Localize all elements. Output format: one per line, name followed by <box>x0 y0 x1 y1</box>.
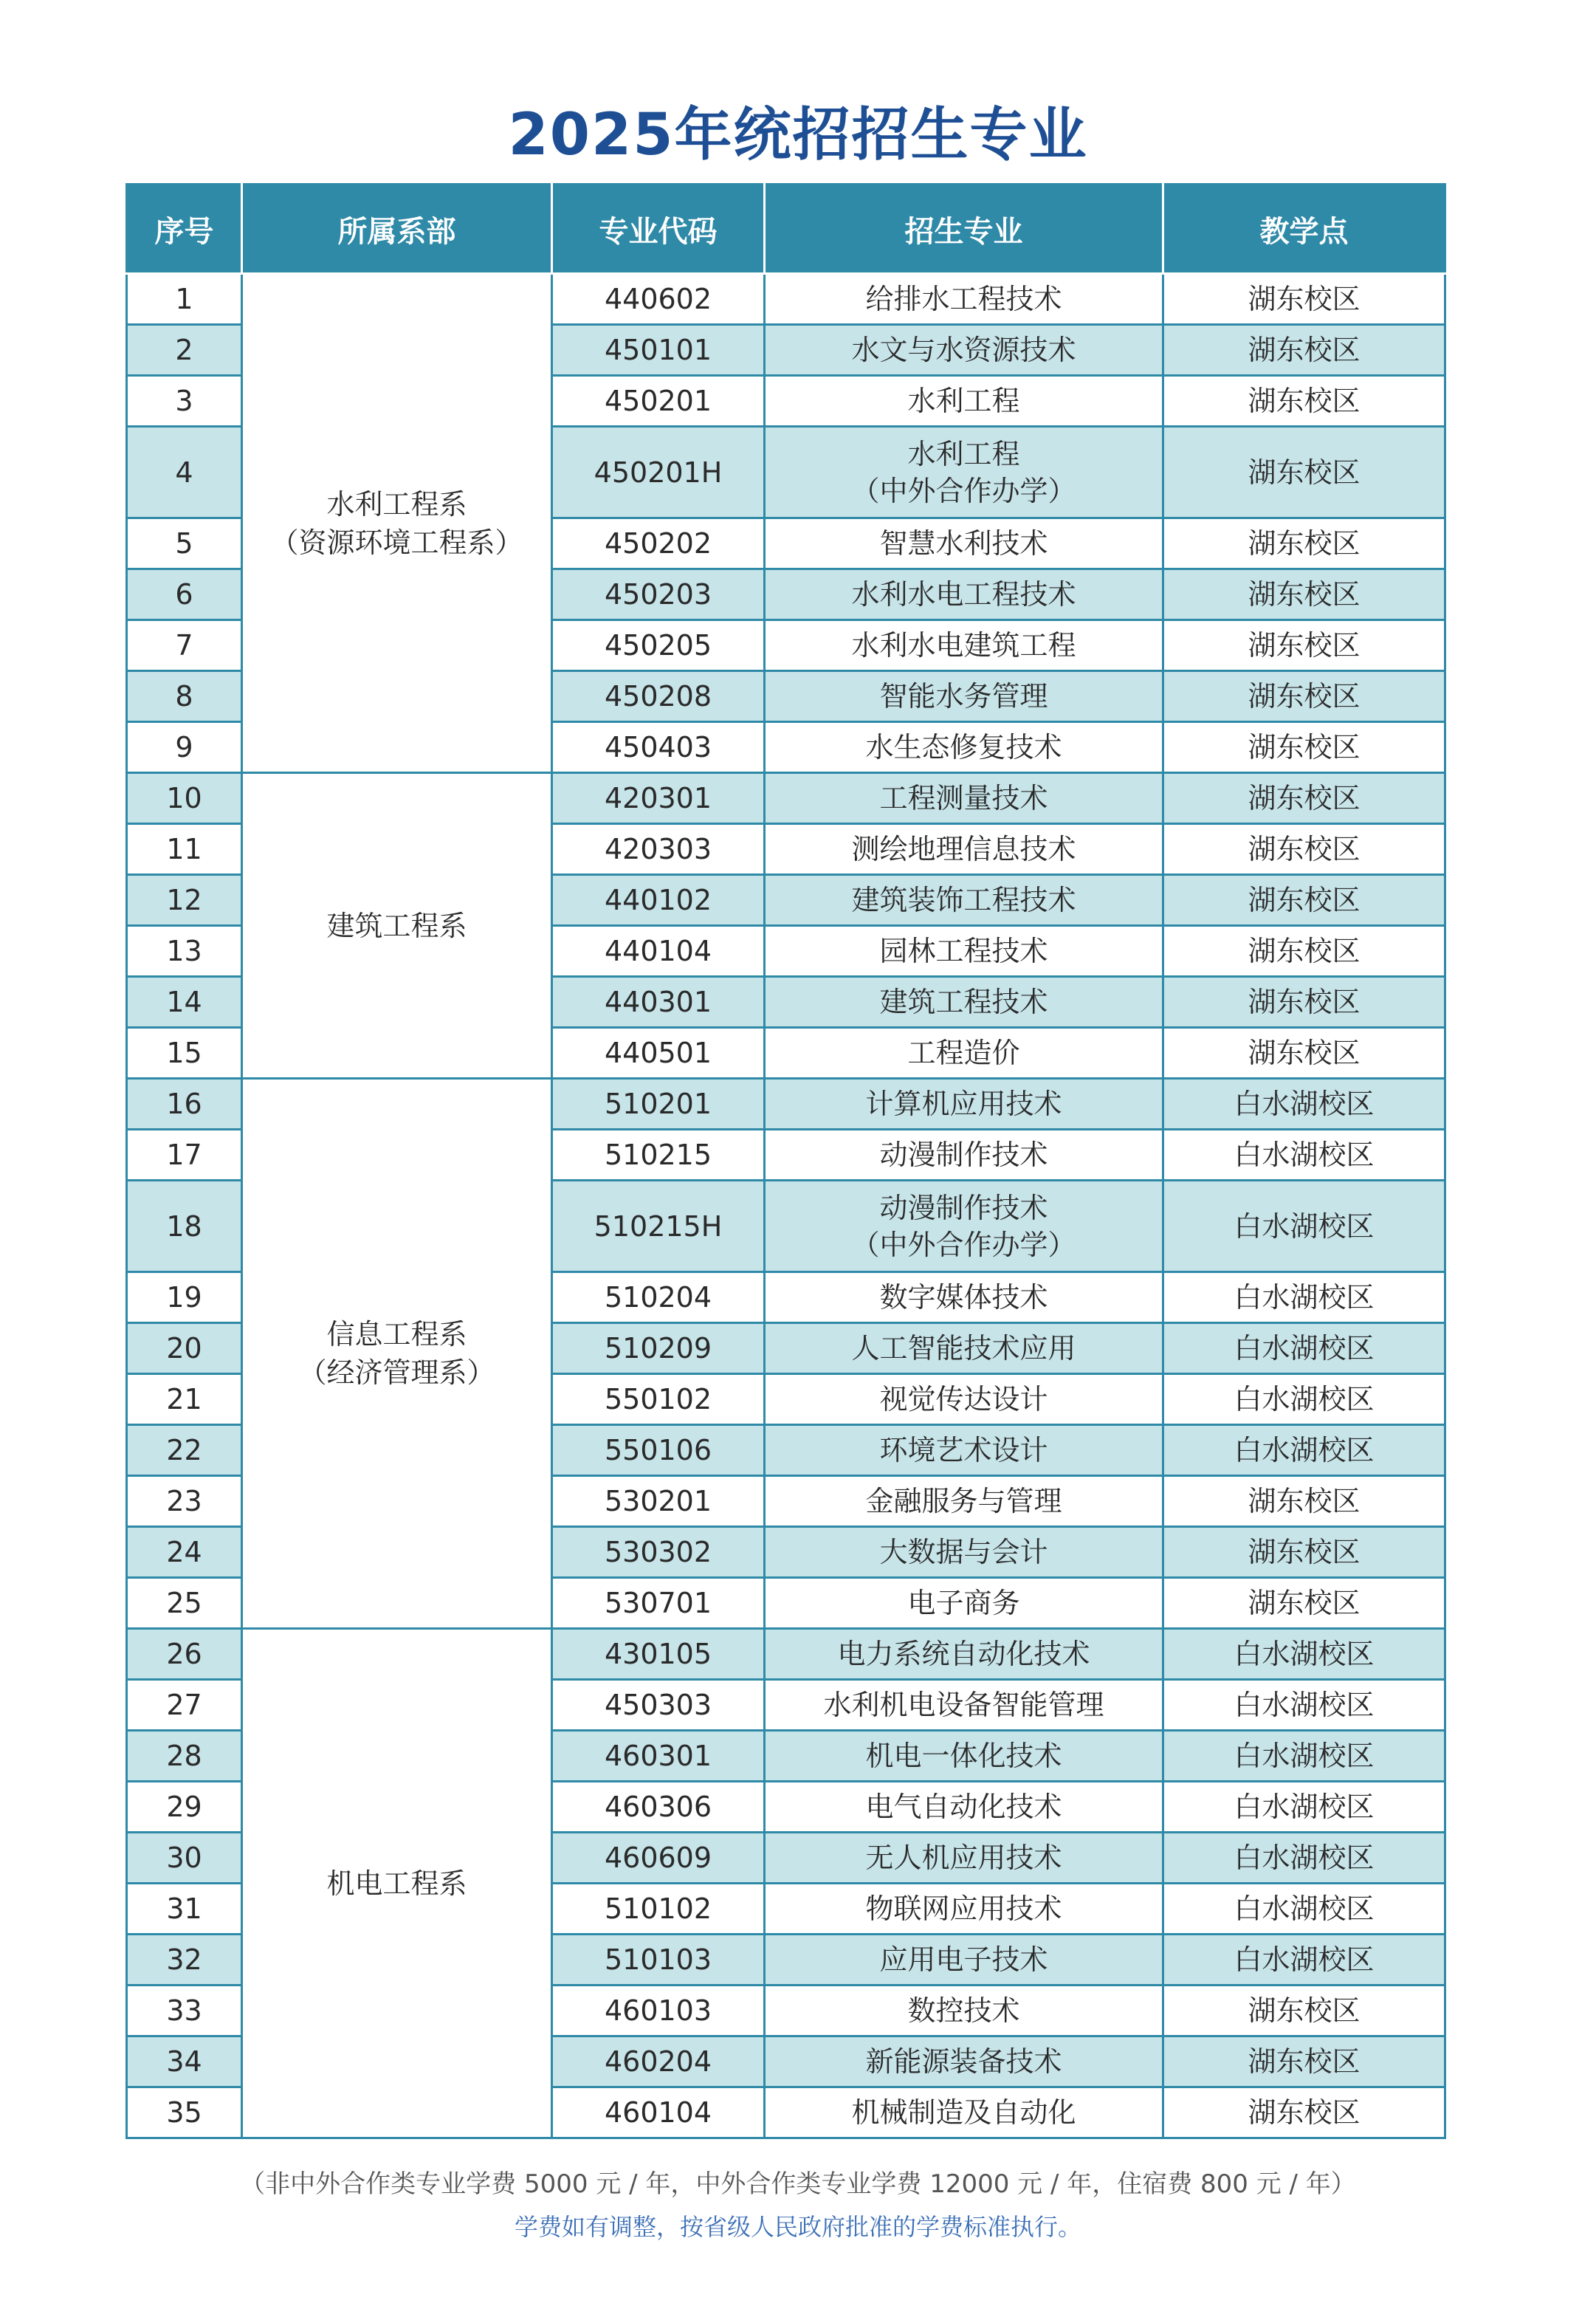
table-row <box>127 274 1445 325</box>
major-name: 机械制造及自动化 <box>851 2096 1076 2129</box>
major-name-note: （中外合作办学） <box>851 1228 1076 1261</box>
major-name: 建筑装饰工程技术 <box>851 884 1076 916</box>
cell-index: 11 <box>127 824 242 875</box>
cell-major-name <box>765 1181 1163 1272</box>
major-name: 动漫制作技术 <box>879 1139 1048 1171</box>
major-name: 大数据与会计 <box>879 1536 1048 1568</box>
cell-major-name <box>765 1079 1163 1130</box>
major-name: 工程造价 <box>907 1037 1020 1069</box>
cell-major-code: 510103 <box>552 1935 765 1986</box>
cell-index: 20 <box>127 1323 242 1374</box>
department-alias: （资源环境工程系） <box>270 526 523 559</box>
cell-major-name <box>765 875 1163 926</box>
major-name: 电气自动化技术 <box>865 1791 1062 1823</box>
page-title: 2025年统招招生专业 <box>508 102 1088 168</box>
cell-index: 24 <box>127 1527 242 1578</box>
cell-major-code: 440102 <box>552 875 765 926</box>
cell-major-name <box>765 1374 1163 1425</box>
cell-major-code: 430105 <box>552 1629 765 1680</box>
header-campus: 教学点 <box>1163 185 1445 274</box>
department-name: 信息工程系 <box>326 1318 467 1351</box>
cell-campus: 白水湖校区 <box>1163 1181 1445 1272</box>
cell-major-name <box>765 671 1163 722</box>
cell-major-name <box>765 1323 1163 1374</box>
cell-campus: 湖东校区 <box>1163 926 1445 977</box>
cell-major-code: 460301 <box>552 1731 765 1782</box>
cell-campus: 湖东校区 <box>1163 569 1445 620</box>
department-name: 水利工程系 <box>326 487 467 521</box>
cell-major-code: 440501 <box>552 1028 765 1079</box>
major-name: 人工智能技术应用 <box>851 1332 1076 1365</box>
cell-major-name <box>765 1425 1163 1476</box>
major-name: 水利工程 <box>907 437 1020 470</box>
major-name: 金融服务与管理 <box>865 1485 1062 1517</box>
cell-major-name <box>765 773 1163 824</box>
cell-major-name <box>765 1986 1163 2036</box>
cell-major-name <box>765 2087 1163 2138</box>
cell-major-name <box>765 1130 1163 1181</box>
cell-campus: 湖东校区 <box>1163 1028 1445 1079</box>
cell-major-name <box>765 1272 1163 1323</box>
major-name: 智能水务管理 <box>879 680 1048 713</box>
cell-major-code: 450201 <box>552 376 765 427</box>
majors-table <box>125 183 1446 2139</box>
cell-campus: 白水湖校区 <box>1163 1731 1445 1782</box>
cell-index: 14 <box>127 977 242 1028</box>
cell-index: 5 <box>127 518 242 569</box>
major-name: 园林工程技术 <box>879 935 1048 967</box>
cell-major-name <box>765 325 1163 376</box>
cell-major-code: 460104 <box>552 2087 765 2138</box>
cell-major-code: 550102 <box>552 1374 765 1425</box>
cell-campus: 白水湖校区 <box>1163 1130 1445 1181</box>
table-row <box>127 1629 1445 1680</box>
header-department: 所属系部 <box>242 185 552 274</box>
cell-major-name <box>765 1782 1163 1833</box>
cell-campus: 湖东校区 <box>1163 427 1445 518</box>
major-name: 视觉传达设计 <box>879 1383 1048 1415</box>
cell-index: 12 <box>127 875 242 926</box>
cell-campus: 白水湖校区 <box>1163 1079 1445 1130</box>
cell-major-code: 450303 <box>552 1680 765 1731</box>
department-name: 建筑工程系 <box>326 909 467 942</box>
cell-major-name <box>765 824 1163 875</box>
cell-campus: 白水湖校区 <box>1163 1680 1445 1731</box>
cell-campus: 湖东校区 <box>1163 1986 1445 2036</box>
cell-major-code: 450101 <box>552 325 765 376</box>
cell-major-name <box>765 1884 1163 1935</box>
cell-campus: 白水湖校区 <box>1163 1323 1445 1374</box>
cell-campus: 湖东校区 <box>1163 875 1445 926</box>
cell-major-name <box>765 1527 1163 1578</box>
major-name: 物联网应用技术 <box>865 1892 1062 1925</box>
cell-major-code: 450205 <box>552 620 765 671</box>
cell-campus: 湖东校区 <box>1163 2036 1445 2087</box>
cell-major-code: 510215H <box>552 1181 765 1272</box>
cell-index: 3 <box>127 376 242 427</box>
header-major-code: 专业代码 <box>552 185 765 274</box>
cell-major-code: 450201H <box>552 427 765 518</box>
cell-major-name <box>765 376 1163 427</box>
major-name: 智慧水利技术 <box>879 527 1048 560</box>
cell-campus: 湖东校区 <box>1163 722 1445 773</box>
cell-major-name <box>765 977 1163 1028</box>
cell-campus: 湖东校区 <box>1163 325 1445 376</box>
cell-index: 21 <box>127 1374 242 1425</box>
cell-major-code: 440602 <box>552 274 765 325</box>
major-name: 测绘地理信息技术 <box>851 833 1076 865</box>
cell-campus: 湖东校区 <box>1163 274 1445 325</box>
header-major-name: 招生专业 <box>765 185 1163 274</box>
cell-major-name <box>765 1028 1163 1079</box>
cell-index: 31 <box>127 1884 242 1935</box>
cell-index: 30 <box>127 1833 242 1884</box>
cell-campus: 湖东校区 <box>1163 671 1445 722</box>
cell-index: 22 <box>127 1425 242 1476</box>
cell-major-code: 420301 <box>552 773 765 824</box>
cell-major-code: 530302 <box>552 1527 765 1578</box>
cell-major-name <box>765 722 1163 773</box>
cell-major-code: 550106 <box>552 1425 765 1476</box>
major-name: 建筑工程技术 <box>879 986 1048 1018</box>
cell-index: 16 <box>127 1079 242 1130</box>
cell-department <box>242 773 552 1079</box>
cell-major-code: 510209 <box>552 1323 765 1374</box>
cell-index: 1 <box>127 274 242 325</box>
major-name: 应用电子技术 <box>879 1943 1048 1976</box>
cell-major-code: 460306 <box>552 1782 765 1833</box>
cell-campus: 湖东校区 <box>1163 2087 1445 2138</box>
cell-campus: 白水湖校区 <box>1163 1884 1445 1935</box>
major-name: 数字媒体技术 <box>879 1281 1048 1314</box>
cell-major-code: 510215 <box>552 1130 765 1181</box>
major-name: 水文与水资源技术 <box>851 334 1076 366</box>
cell-campus: 湖东校区 <box>1163 1476 1445 1527</box>
major-name: 新能源装备技术 <box>865 2045 1062 2078</box>
major-name: 水利机电设备智能管理 <box>823 1689 1104 1721</box>
cell-campus: 湖东校区 <box>1163 518 1445 569</box>
cell-major-name <box>765 518 1163 569</box>
cell-major-name <box>765 926 1163 977</box>
department-name: 机电工程系 <box>326 1867 467 1900</box>
cell-campus: 白水湖校区 <box>1163 1374 1445 1425</box>
major-name: 无人机应用技术 <box>865 1842 1062 1874</box>
cell-major-code: 450202 <box>552 518 765 569</box>
cell-index: 15 <box>127 1028 242 1079</box>
cell-major-code: 510201 <box>552 1079 765 1130</box>
cell-index: 35 <box>127 2087 242 2138</box>
adjustment-note: 学费如有调整，按省级人民政府批准的学费标准执行。 <box>514 2213 1081 2241</box>
cell-index: 34 <box>127 2036 242 2087</box>
cell-department <box>242 1079 552 1629</box>
major-name: 环境艺术设计 <box>879 1434 1048 1466</box>
cell-major-name <box>765 1680 1163 1731</box>
cell-major-code: 420303 <box>552 824 765 875</box>
cell-index: 2 <box>127 325 242 376</box>
cell-campus: 白水湖校区 <box>1163 1425 1445 1476</box>
cell-campus: 湖东校区 <box>1163 824 1445 875</box>
cell-major-code: 460103 <box>552 1986 765 2036</box>
cell-major-code: 530201 <box>552 1476 765 1527</box>
major-name: 给排水工程技术 <box>865 283 1062 315</box>
footnotes <box>0 2162 1596 2248</box>
cell-campus: 湖东校区 <box>1163 977 1445 1028</box>
cell-major-code: 530701 <box>552 1578 765 1629</box>
major-name: 机电一体化技术 <box>865 1740 1062 1772</box>
cell-campus: 白水湖校区 <box>1163 1272 1445 1323</box>
cell-major-name <box>765 1476 1163 1527</box>
cell-major-name <box>765 1833 1163 1884</box>
cell-major-code: 510204 <box>552 1272 765 1323</box>
table-header-row <box>127 185 1445 274</box>
major-name: 动漫制作技术 <box>879 1191 1048 1224</box>
cell-major-name <box>765 1731 1163 1782</box>
cell-index: 25 <box>127 1578 242 1629</box>
cell-campus: 白水湖校区 <box>1163 1935 1445 1986</box>
cell-major-name <box>765 1578 1163 1629</box>
cell-campus: 湖东校区 <box>1163 1578 1445 1629</box>
cell-index: 28 <box>127 1731 242 1782</box>
cell-major-code: 450208 <box>552 671 765 722</box>
tuition-note: （非中外合作类专业学费 5000 元 / 年，中外合作类专业学费 12000 元 / 年，住宿费 800 元 / 年） <box>240 2169 1356 2199</box>
cell-major-code: 440104 <box>552 926 765 977</box>
cell-department <box>242 274 552 773</box>
cell-index: 10 <box>127 773 242 824</box>
cell-index: 32 <box>127 1935 242 1986</box>
major-name: 电子商务 <box>907 1587 1020 1619</box>
cell-campus: 白水湖校区 <box>1163 1833 1445 1884</box>
cell-index: 33 <box>127 1986 242 2036</box>
cell-index: 4 <box>127 427 242 518</box>
major-name: 工程测量技术 <box>879 782 1048 814</box>
cell-campus: 湖东校区 <box>1163 620 1445 671</box>
cell-major-code: 450203 <box>552 569 765 620</box>
cell-index: 23 <box>127 1476 242 1527</box>
table-row <box>127 1079 1445 1130</box>
header-index: 序号 <box>127 185 242 274</box>
table-body <box>127 274 1445 2138</box>
department-alias: （经济管理系） <box>298 1356 495 1389</box>
cell-campus: 湖东校区 <box>1163 773 1445 824</box>
cell-major-name <box>765 427 1163 518</box>
cell-major-code: 460609 <box>552 1833 765 1884</box>
cell-major-name <box>765 1935 1163 1986</box>
major-name: 水生态修复技术 <box>865 731 1062 763</box>
cell-major-name <box>765 2036 1163 2087</box>
cell-index: 13 <box>127 926 242 977</box>
cell-major-code: 510102 <box>552 1884 765 1935</box>
cell-index: 18 <box>127 1181 242 1272</box>
cell-major-code: 450403 <box>552 722 765 773</box>
cell-major-name <box>765 620 1163 671</box>
cell-major-name <box>765 1629 1163 1680</box>
major-name: 水利工程 <box>907 385 1020 417</box>
cell-campus: 白水湖校区 <box>1163 1782 1445 1833</box>
cell-index: 9 <box>127 722 242 773</box>
cell-index: 27 <box>127 1680 242 1731</box>
major-name: 数控技术 <box>907 1994 1020 2027</box>
major-name: 水利水电工程技术 <box>851 578 1076 611</box>
cell-campus: 白水湖校区 <box>1163 1629 1445 1680</box>
major-name: 电力系统自动化技术 <box>837 1638 1090 1670</box>
cell-index: 19 <box>127 1272 242 1323</box>
cell-index: 26 <box>127 1629 242 1680</box>
cell-major-code: 440301 <box>552 977 765 1028</box>
cell-index: 7 <box>127 620 242 671</box>
cell-department <box>242 1629 552 2138</box>
cell-major-name <box>765 274 1163 325</box>
cell-index: 29 <box>127 1782 242 1833</box>
cell-major-code: 460204 <box>552 2036 765 2087</box>
major-name-note: （中外合作办学） <box>851 474 1076 507</box>
cell-campus: 湖东校区 <box>1163 1527 1445 1578</box>
major-name: 计算机应用技术 <box>865 1088 1062 1120</box>
cell-campus: 湖东校区 <box>1163 376 1445 427</box>
cell-index: 17 <box>127 1130 242 1181</box>
cell-index: 8 <box>127 671 242 722</box>
cell-index: 6 <box>127 569 242 620</box>
major-name: 水利水电建筑工程 <box>851 629 1076 662</box>
table-row <box>127 773 1445 824</box>
cell-major-name <box>765 569 1163 620</box>
